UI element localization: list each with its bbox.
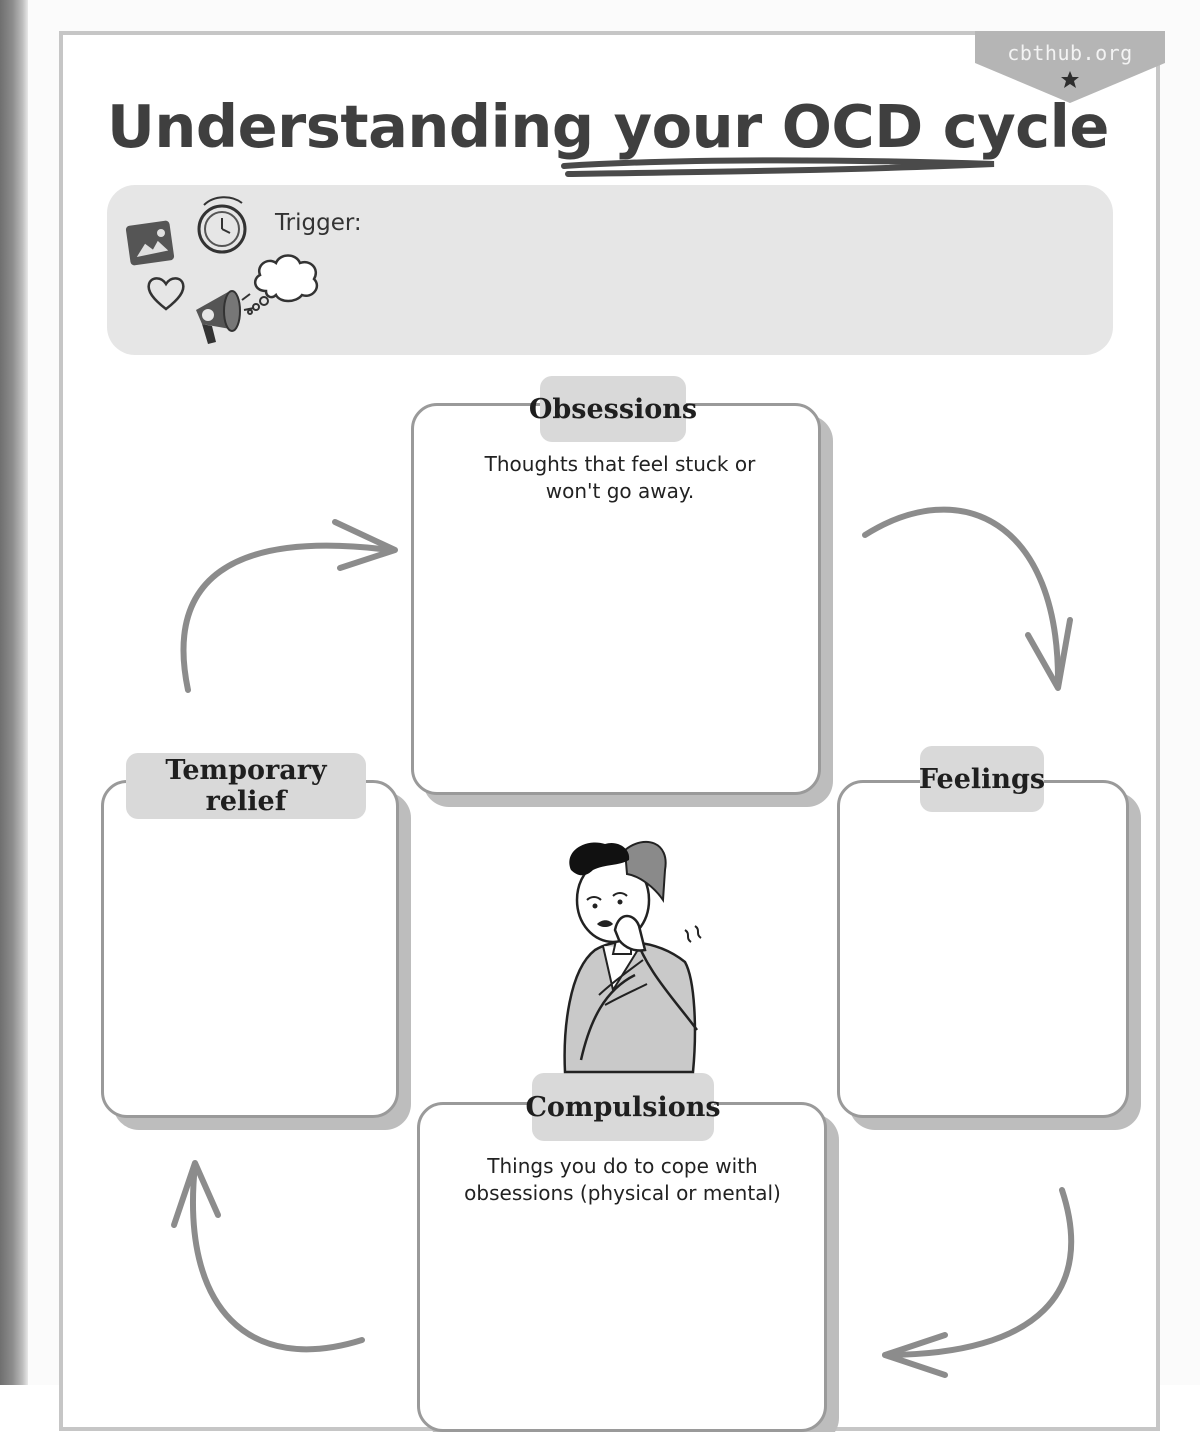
feelings-label: Feelings [920, 746, 1044, 812]
arrow-feelings-to-compulsions [885, 1190, 1071, 1355]
brand-site-text[interactable]: cbthub.org [1007, 41, 1133, 65]
compulsions-description: Things you do to cope with obsessions (physical or mental) [464, 1154, 781, 1205]
temporary-relief-box[interactable] [101, 780, 399, 1118]
trigger-label: Trigger: [275, 210, 362, 236]
feelings-box[interactable] [837, 780, 1129, 1118]
anxious-person-illustration [535, 830, 715, 1075]
obsessions-label: Obsessions [540, 376, 686, 442]
arrow-compulsions-to-relief [193, 1165, 362, 1349]
compulsions-box[interactable] [417, 1102, 827, 1432]
arrow-relief-to-obsessions [184, 546, 390, 690]
arrowhead-obsessions-to-feelings [1028, 620, 1070, 688]
compulsions-label: Compulsions [532, 1073, 714, 1141]
page-title: Understanding your OCD cycle [107, 92, 1109, 161]
obsessions-description: Thoughts that feel stuck or won't go away. [484, 452, 756, 503]
arrow-obsessions-to-feelings [865, 510, 1058, 685]
temporary-relief-label: Temporary relief [126, 753, 366, 819]
